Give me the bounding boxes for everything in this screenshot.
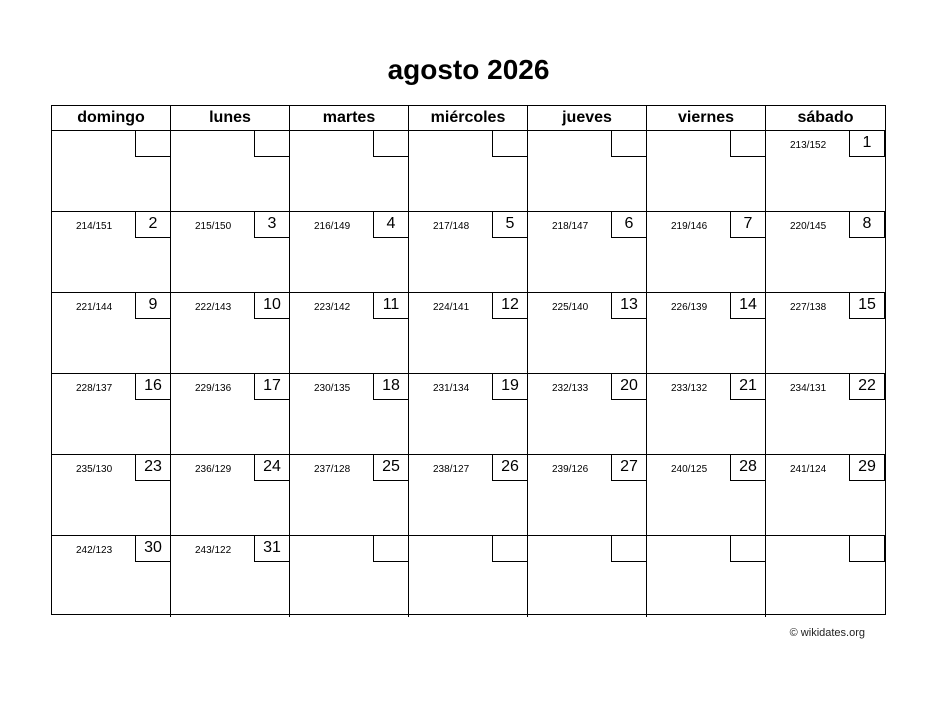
day-cell bbox=[528, 536, 647, 617]
day-cell bbox=[766, 536, 885, 617]
day-cell bbox=[171, 293, 290, 373]
day-of-year-label: 231/134 bbox=[433, 383, 470, 394]
day-cell bbox=[290, 536, 409, 617]
day-of-year-label: 218/147 bbox=[552, 221, 589, 232]
day-of-year-label: 225/140 bbox=[552, 302, 589, 313]
day-number: 28 bbox=[730, 454, 766, 481]
day-number bbox=[730, 130, 766, 157]
day-of-year-label: 235/130 bbox=[76, 464, 113, 475]
day-of-year-label: 237/128 bbox=[314, 464, 351, 475]
day-cell bbox=[647, 131, 766, 211]
day-number bbox=[611, 130, 647, 157]
day-number: 21 bbox=[730, 373, 766, 400]
day-cell bbox=[528, 131, 647, 211]
week-row bbox=[52, 212, 885, 293]
day-number bbox=[254, 130, 290, 157]
day-of-year-label: 240/125 bbox=[671, 464, 708, 475]
weekday-header bbox=[52, 106, 885, 131]
day-cell bbox=[52, 212, 171, 292]
day-cell bbox=[171, 131, 290, 211]
day-of-year-label: 236/129 bbox=[195, 464, 232, 475]
day-of-year-label: 219/146 bbox=[671, 221, 708, 232]
footer-credit: © wikidates.org bbox=[789, 627, 865, 639]
day-cell bbox=[647, 536, 766, 617]
day-number bbox=[611, 535, 647, 562]
day-cell bbox=[647, 455, 766, 535]
week-row bbox=[52, 293, 885, 374]
day-number bbox=[135, 130, 171, 157]
day-number: 19 bbox=[492, 373, 528, 400]
day-cell bbox=[409, 536, 528, 617]
day-cell bbox=[290, 293, 409, 373]
week-row bbox=[52, 455, 885, 536]
day-cell bbox=[766, 455, 885, 535]
day-number: 2 bbox=[135, 211, 171, 238]
day-number: 31 bbox=[254, 535, 290, 562]
week-row bbox=[52, 536, 885, 617]
day-of-year-label: 214/151 bbox=[76, 221, 113, 232]
day-number: 3 bbox=[254, 211, 290, 238]
day-of-year-label: 241/124 bbox=[790, 464, 827, 475]
day-of-year-label: 215/150 bbox=[195, 221, 232, 232]
day-of-year-label: 239/126 bbox=[552, 464, 589, 475]
day-of-year-label: 227/138 bbox=[790, 302, 827, 313]
day-cell bbox=[52, 131, 171, 211]
day-number bbox=[730, 535, 766, 562]
day-cell bbox=[290, 131, 409, 211]
day-cell bbox=[52, 374, 171, 454]
day-cell bbox=[290, 455, 409, 535]
weekday-label: sábado bbox=[797, 109, 854, 126]
day-of-year-label: 217/148 bbox=[433, 221, 470, 232]
day-cell bbox=[52, 293, 171, 373]
day-cell bbox=[290, 374, 409, 454]
day-cell bbox=[766, 131, 885, 211]
day-of-year-label: 228/137 bbox=[76, 383, 113, 394]
day-of-year-label: 224/141 bbox=[433, 302, 470, 313]
day-number: 8 bbox=[849, 211, 885, 238]
day-number: 25 bbox=[373, 454, 409, 481]
day-cell bbox=[409, 212, 528, 292]
day-number: 7 bbox=[730, 211, 766, 238]
day-number bbox=[373, 130, 409, 157]
day-number: 27 bbox=[611, 454, 647, 481]
calendar-grid bbox=[51, 105, 886, 615]
calendar-title: agosto 2026 bbox=[387, 54, 550, 85]
day-cell bbox=[171, 455, 290, 535]
day-of-year-label: 243/122 bbox=[195, 545, 232, 556]
day-cell bbox=[528, 455, 647, 535]
day-number: 1 bbox=[849, 130, 885, 157]
day-cell bbox=[171, 374, 290, 454]
day-cell bbox=[290, 212, 409, 292]
day-of-year-label: 234/131 bbox=[790, 383, 827, 394]
day-cell bbox=[766, 374, 885, 454]
day-cell bbox=[766, 212, 885, 292]
day-number: 18 bbox=[373, 373, 409, 400]
day-number: 29 bbox=[849, 454, 885, 481]
day-number: 13 bbox=[611, 292, 647, 319]
day-number: 15 bbox=[849, 292, 885, 319]
day-cell bbox=[171, 536, 290, 617]
day-number: 12 bbox=[492, 292, 528, 319]
day-number: 9 bbox=[135, 292, 171, 319]
day-cell bbox=[171, 212, 290, 292]
day-number bbox=[373, 535, 409, 562]
day-cell bbox=[409, 131, 528, 211]
day-cell bbox=[647, 293, 766, 373]
day-number bbox=[492, 535, 528, 562]
day-cell bbox=[52, 536, 171, 617]
day-cell bbox=[647, 212, 766, 292]
day-of-year-label: 223/142 bbox=[314, 302, 351, 313]
weekday-label: miércoles bbox=[409, 106, 528, 130]
day-number: 5 bbox=[492, 211, 528, 238]
day-of-year-label: 238/127 bbox=[433, 464, 470, 475]
day-of-year-label: 221/144 bbox=[76, 302, 113, 313]
day-cell bbox=[647, 374, 766, 454]
day-of-year-label: 216/149 bbox=[314, 221, 351, 232]
day-number: 11 bbox=[373, 292, 409, 319]
day-number bbox=[492, 130, 528, 157]
weeks-container bbox=[52, 131, 885, 617]
day-number: 17 bbox=[254, 373, 290, 400]
day-cell bbox=[52, 455, 171, 535]
weekday-label: lunes bbox=[171, 106, 290, 130]
day-number: 6 bbox=[611, 211, 647, 238]
day-of-year-label: 229/136 bbox=[195, 383, 232, 394]
day-number bbox=[849, 535, 885, 562]
weekday-label: martes bbox=[290, 106, 409, 130]
day-number: 24 bbox=[254, 454, 290, 481]
day-number: 10 bbox=[254, 292, 290, 319]
day-number: 30 bbox=[135, 535, 171, 562]
day-of-year-label: 213/152 bbox=[790, 140, 827, 151]
day-cell bbox=[528, 293, 647, 373]
day-of-year-label: 222/143 bbox=[195, 302, 232, 313]
day-of-year-label: 226/139 bbox=[671, 302, 708, 313]
day-number: 16 bbox=[135, 373, 171, 400]
weekday-label: jueves bbox=[528, 106, 647, 130]
day-cell bbox=[766, 293, 885, 373]
day-cell bbox=[528, 212, 647, 292]
day-cell bbox=[409, 374, 528, 454]
day-cell bbox=[409, 455, 528, 535]
week-row bbox=[52, 131, 885, 212]
day-number: 14 bbox=[730, 292, 766, 319]
weekday-label: viernes bbox=[647, 106, 766, 130]
day-of-year-label: 220/145 bbox=[790, 221, 827, 232]
day-cell bbox=[409, 293, 528, 373]
day-number: 26 bbox=[492, 454, 528, 481]
day-number: 22 bbox=[849, 373, 885, 400]
day-number: 4 bbox=[373, 211, 409, 238]
day-of-year-label: 233/132 bbox=[671, 383, 708, 394]
day-cell bbox=[528, 374, 647, 454]
day-number: 23 bbox=[135, 454, 171, 481]
day-of-year-label: 232/133 bbox=[552, 383, 589, 394]
day-of-year-label: 242/123 bbox=[76, 545, 113, 556]
day-of-year-label: 230/135 bbox=[314, 383, 351, 394]
weekday-label: domingo bbox=[52, 106, 171, 130]
day-number: 20 bbox=[611, 373, 647, 400]
week-row bbox=[52, 374, 885, 455]
